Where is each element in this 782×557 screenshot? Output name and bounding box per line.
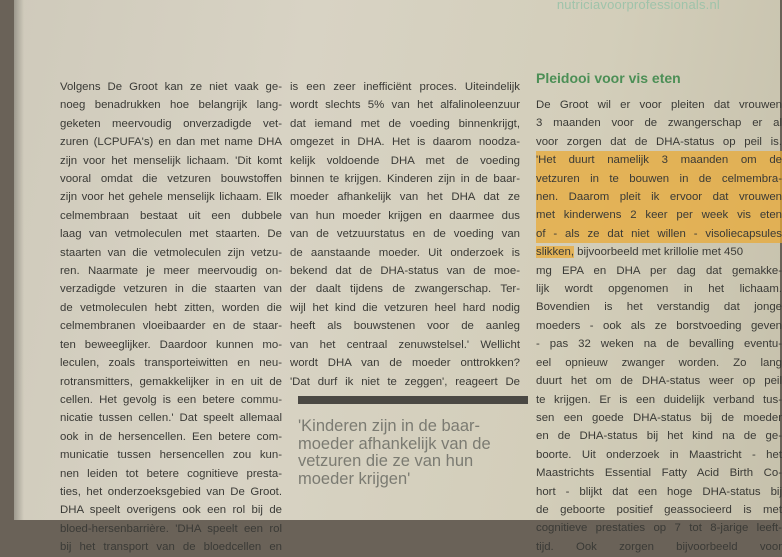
text-line: De Groot wil er voor pleiten dat vrouwen <box>536 99 782 111</box>
text-line: binnen te krijgen. Kinderen zijn in de baar- <box>290 173 520 186</box>
text-line: kelijk voldoende DHA met de voeding <box>290 154 520 167</box>
text-line: moeders - ook als ze borstvoeding geven <box>536 319 782 332</box>
text-line: - pas 32 weken na de bevalling eventu- <box>536 338 782 351</box>
text-line: municatie tussen hersencellen zou kun- <box>60 449 282 462</box>
text-line: moeder afhankelijk van het DHA dat ze <box>290 191 520 204</box>
text-line: zijn voor het menselijk lichaam. 'Dit komt <box>60 154 282 167</box>
text-line: ten beweeglijker. Daardoor kunnen mo- <box>60 338 282 351</box>
pull-quote-line: moeder krijgen' <box>298 469 411 488</box>
text-line: tijd. Ook zorgen bijvoorbeeld voor <box>536 540 782 553</box>
text-line: de geboorte positief geassocieerd is met <box>536 503 782 516</box>
text-line: celmembranen vloeibaarder en de staar- <box>60 320 282 333</box>
text-line: van de vetzuurstatus en de voeding van <box>290 228 520 241</box>
highlighted-fragment: slikken, <box>536 246 574 259</box>
text-line: nicatie tussen cellen.' Dat speelt allemaal <box>60 412 282 425</box>
text-line: geketen meervoudig onverzadigde vet- <box>60 117 282 130</box>
highlighted-line: 'Het duurt namelijk 3 maanden om de <box>536 151 782 169</box>
text-line: sen een goede DHA-status bij de moeder <box>536 411 782 424</box>
pull-quote <box>298 418 528 488</box>
text-line: bloed-hersenbarrière. 'DHA speelt een rol <box>60 522 282 535</box>
text-line: ren. Naarmate je meer meervoudig on- <box>60 265 282 278</box>
text-line: zuren (LCPUFA's) en dan met name DHA <box>60 136 282 149</box>
text-line: staarten van die vetmoleculen zijn vetzu- <box>60 246 282 259</box>
text-line: bij het transport van de bloedcellen en <box>60 541 282 554</box>
pull-quote-line: vetzuren die ze van hun <box>298 452 474 470</box>
text-line: 3 maanden voor de zwangerschap er al <box>536 117 782 130</box>
text-line: celmembraan bestaat uit een dubbele <box>60 209 282 222</box>
text-line: omgezet in DHA. Het is daarom noodza- <box>290 136 520 149</box>
text-line: hort - blijkt dat een hoge DHA-status bij <box>536 485 782 498</box>
text-fragment: bijvoorbeeld met krillolie met 450 <box>573 246 744 259</box>
column-middle <box>290 78 520 391</box>
text-line: dat iemand met de voeding binnenkrijgt, <box>290 117 520 130</box>
site-url: nutriciavoorprofessionals.nl <box>556 0 720 12</box>
section-heading: Pleidooi voor vis eten <box>536 70 681 86</box>
text-line: wordt slechts 5% van het alfalinoleenzuur <box>290 99 520 112</box>
text-line: vooral omdat die vetzuren bouwstoffen <box>60 173 282 186</box>
text-line: eel opnieuw zwanger worden. Zo lang <box>536 356 782 369</box>
text-line: en de DHA-status bij het kind na de ge- <box>536 430 782 443</box>
highlighted-line: met kinderwens 2 keer per week vis eten <box>536 206 782 224</box>
text-line: te krijgen. Er is een duidelijk verband tus- <box>536 393 782 406</box>
text-line: verzadigde vetzuren in die staarten van <box>60 283 282 296</box>
text-line <box>536 243 782 261</box>
text-line: Maastrichts Essential Fatty Acid Birth Co- <box>536 467 782 480</box>
text-line: cognitieve prestaties op 7 tot 8-jarige leeft- <box>536 522 782 535</box>
text-line: der daalt tijdens de zwangerschap. Ter- <box>290 283 520 296</box>
text-line: cellen. Het gevolg is een betere commu- <box>60 393 282 406</box>
pull-quote-line: 'Kinderen zijn in de baar- <box>298 417 481 435</box>
text-line: de aanstaande moeder. Uit onderzoek is <box>290 246 520 259</box>
text-line: duurt het om de DHA-status weer op peil <box>536 375 782 388</box>
text-line: voor zorgen dat de DHA-status op peil is. <box>536 135 782 148</box>
text-line: noeg benadrukken hoe belangrijk lang- <box>60 99 282 112</box>
text-line: DHA speelt overigens ook een rol bij de <box>60 504 282 517</box>
highlighted-line: nen. Daarom pleit ik ervoor dat vrouwen <box>536 188 782 206</box>
column-left <box>60 78 282 557</box>
pull-quote-line: moeder afhankelijk van de <box>298 434 491 453</box>
text-line: zijn voor het gehele menselijk lichaam. Elk <box>60 191 282 204</box>
text-line: laag van vetmoleculen met staarten. De <box>60 228 282 241</box>
text-line: Bovendien is het verstandig dat jonge <box>536 301 782 314</box>
text-line: mg EPA en DHA per dag dat gemakke- <box>536 264 782 277</box>
text-line: is een zeer inefficiënt proces. Uiteindelijk <box>290 81 520 93</box>
text-line: Volgens De Groot kan ze niet vaak ge- <box>60 81 282 93</box>
text-line: nen leiden tot betere cognitieve presta- <box>60 467 282 480</box>
text-line: lijk wordt opgenomen in het lichaam. <box>536 283 782 296</box>
text-line: leculen, zoals transporteiwitten en neu- <box>60 357 282 370</box>
text-line: boorte. Uit onderzoek in Maastricht - het <box>536 448 782 461</box>
magazine-page <box>14 0 782 554</box>
pull-quote-rule <box>298 396 528 404</box>
text-line: wijl het kind die vetzuren heel hard nodig <box>290 301 520 314</box>
text-line: rotransmitters, gemakkelijker in en uit de <box>60 375 282 388</box>
highlighted-line: vetzuren in te bouwen in de celmembra- <box>536 170 782 188</box>
column-right <box>536 96 782 556</box>
text-line: wordt DHA van de moeder onttrokken? <box>290 357 520 370</box>
highlighted-line: of - als ze dat niet willen - visoliecapsules <box>536 225 782 243</box>
text-line: ook in de hersencellen. Een betere com- <box>60 430 282 443</box>
text-line: van hun moeder krijgen en daarmee dus <box>290 209 520 222</box>
text-line: 'Dat durf ik niet te zeggen', reageert De <box>290 375 520 388</box>
text-line: van het centraal zenuwstelsel.' Wellicht <box>290 338 520 351</box>
text-line: heeft als bouwstenen voor de aanleg <box>290 320 520 333</box>
text-line: de vetmoleculen hebt zitten, worden die <box>60 301 282 314</box>
text-line: bekend dat de DHA-status van de moe- <box>290 265 520 278</box>
text-line: ties, het onderzoeksgebied van De Groot. <box>60 485 282 498</box>
